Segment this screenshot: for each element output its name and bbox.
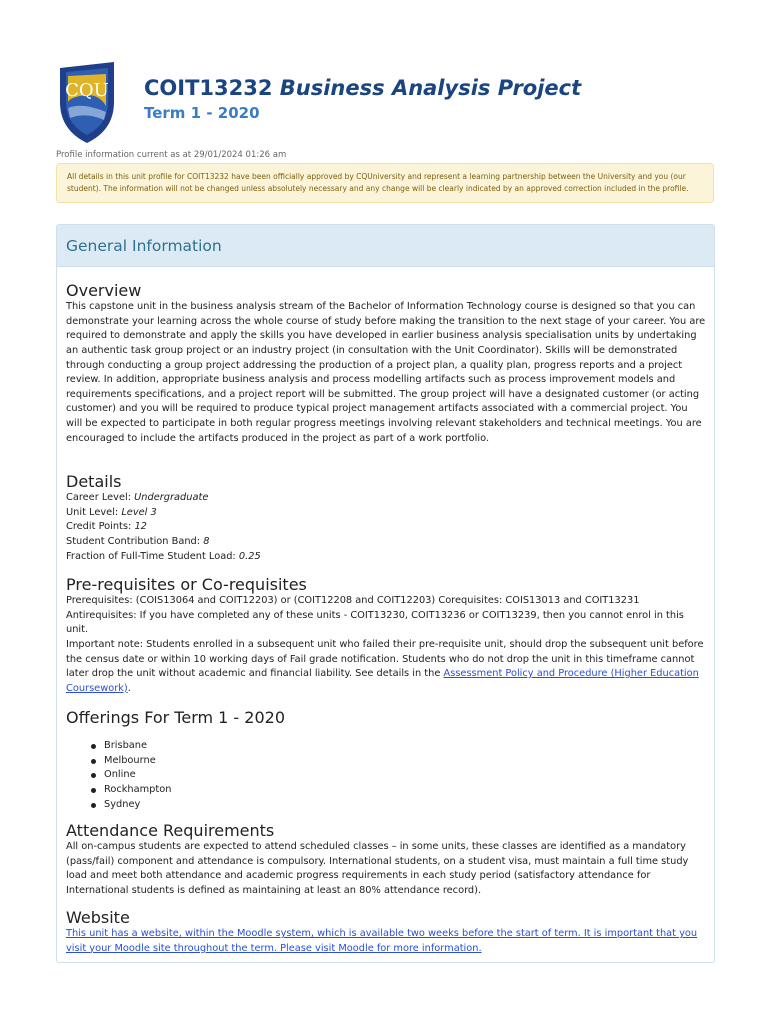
band-value: 8: [203, 535, 210, 547]
unit-code: COIT13232: [144, 76, 273, 100]
cqu-logo: [58, 62, 116, 144]
unit-name: Business Analysis Project: [279, 76, 582, 100]
offerings-heading: Offerings For Term 1 - 2020: [66, 708, 285, 727]
list-item: Melbourne: [104, 754, 706, 769]
website-heading: Website: [66, 908, 130, 927]
panel-title: General Information: [57, 225, 714, 267]
term-label: Term 1 - 2020: [144, 104, 260, 123]
approval-notice: All details in this unit profile for COIT13232 have been officially approved by CQUniversity and represent a learning partnership between the University and you (our student). The information will not be changed unless absolutely necessary and any change will be clearly indicated by an approved correction included in the profile.: [56, 163, 714, 203]
prerequisites-line: Prerequisites: (COIS13064 and COIT12203) or (COIT12208 and COIT12203) Corequisites: COIS13013 and COIT13231: [66, 595, 640, 607]
offerings-list: [66, 739, 706, 812]
details-heading: Details: [66, 472, 122, 491]
detail-career: Career Level: Undergraduate: [66, 492, 209, 504]
credit-points-value: 12: [134, 521, 147, 533]
unit-header: [58, 62, 718, 152]
detail-unit-level: Unit Level: Level 3: [66, 506, 157, 518]
overview-section: [66, 281, 706, 446]
load-value: 0.25: [238, 550, 261, 562]
prerequisites-section: [66, 575, 706, 696]
offerings-section: [66, 708, 706, 812]
detail-credit-points: Credit Points: 12: [66, 521, 147, 533]
unit-level-value: Level 3: [121, 506, 157, 518]
list-item: Online: [104, 768, 706, 783]
career-value: Undergraduate: [134, 492, 209, 504]
profile-current-note: Profile information current as at 29/01/2024 01:26 am: [56, 150, 287, 160]
antirequisites-line: Antirequisites: If you have completed any of these units - COIT13230, COIT13236 or COIT13239, then you cannot enrol in this unit.: [66, 609, 684, 636]
attendance-section: [66, 821, 706, 899]
title-block: [144, 76, 581, 122]
important-note: Important note: Students enrolled in a subsequent unit who failed their pre-requisite unit, should drop the subsequent unit before the census date or within 10 working days of Fail grade notification. Students who do not drop the unit in this timeframe cannot later drop the unit without academic and financial liability. See details in the Assessment Policy and Procedure (Higher Education Coursework).: [66, 638, 704, 694]
list-item: Rockhampton: [104, 783, 706, 798]
attendance-text: All on-campus students are expected to attend scheduled classes – in some units, these classes are identified as a mandatory (pass/fail) component and attendance is compulsory. International students, on a student visa, must maintain a full time study load and meet both attendance and academic progress requirements in each study period (satisfactory attendance for International students is defined as maintaining at least an 80% attendance record).: [66, 841, 689, 896]
list-item: Sydney: [104, 798, 706, 813]
website-section: [66, 908, 706, 956]
prerequisites-heading: Pre-requisites or Co-requisites: [66, 575, 307, 594]
overview-text: This capstone unit in the business analysis stream of the Bachelor of Information Technology course is designed so that you can demonstrate your learning across the whole course of study before making the transition to the next stage of your career. You are required to demonstrate and apply the skills you have developed in earlier business analysis specialisation units by undertaking an authentic task group project or an industry project (in consultation with the Unit Coordinator). Skills will be demonstrated through conducting a group project addressing the production of a project plan, a quality plan, progress reports and a project review. In addition, appropriate business analysis and process modelling artifacts such as process improvement models and requirements specifications, and a project report will be submitted. The group project will have a designated customer (or acting customer) and you will be required to produce typical project management artifacts associated with a commercial project. You will be expected to participate in both regular progress meetings involving relevant stakeholders and technical meetings. You are encouraged to include the artifacts produced in the project as part of a work portfolio.: [66, 301, 706, 444]
detail-student-load: Fraction of Full-Time Student Load: 0.25: [66, 550, 261, 562]
list-item: Brisbane: [104, 739, 706, 754]
details-section: [66, 472, 706, 564]
detail-contribution-band: Student Contribution Band: 8: [66, 535, 210, 547]
moodle-link[interactable]: This unit has a website, within the Moodle system, which is available two weeks before the start of term. It is important that you visit your Moodle site throughout the term. Please visit Moodle for more information.: [66, 928, 698, 954]
attendance-heading: Attendance Requirements: [66, 821, 275, 840]
overview-heading: Overview: [66, 281, 142, 300]
page-title: [144, 76, 581, 101]
svg-text:CQU: CQU: [65, 80, 109, 101]
assessment-policy-link[interactable]: Assessment Policy and Procedure (Higher Education Coursework): [66, 668, 699, 694]
